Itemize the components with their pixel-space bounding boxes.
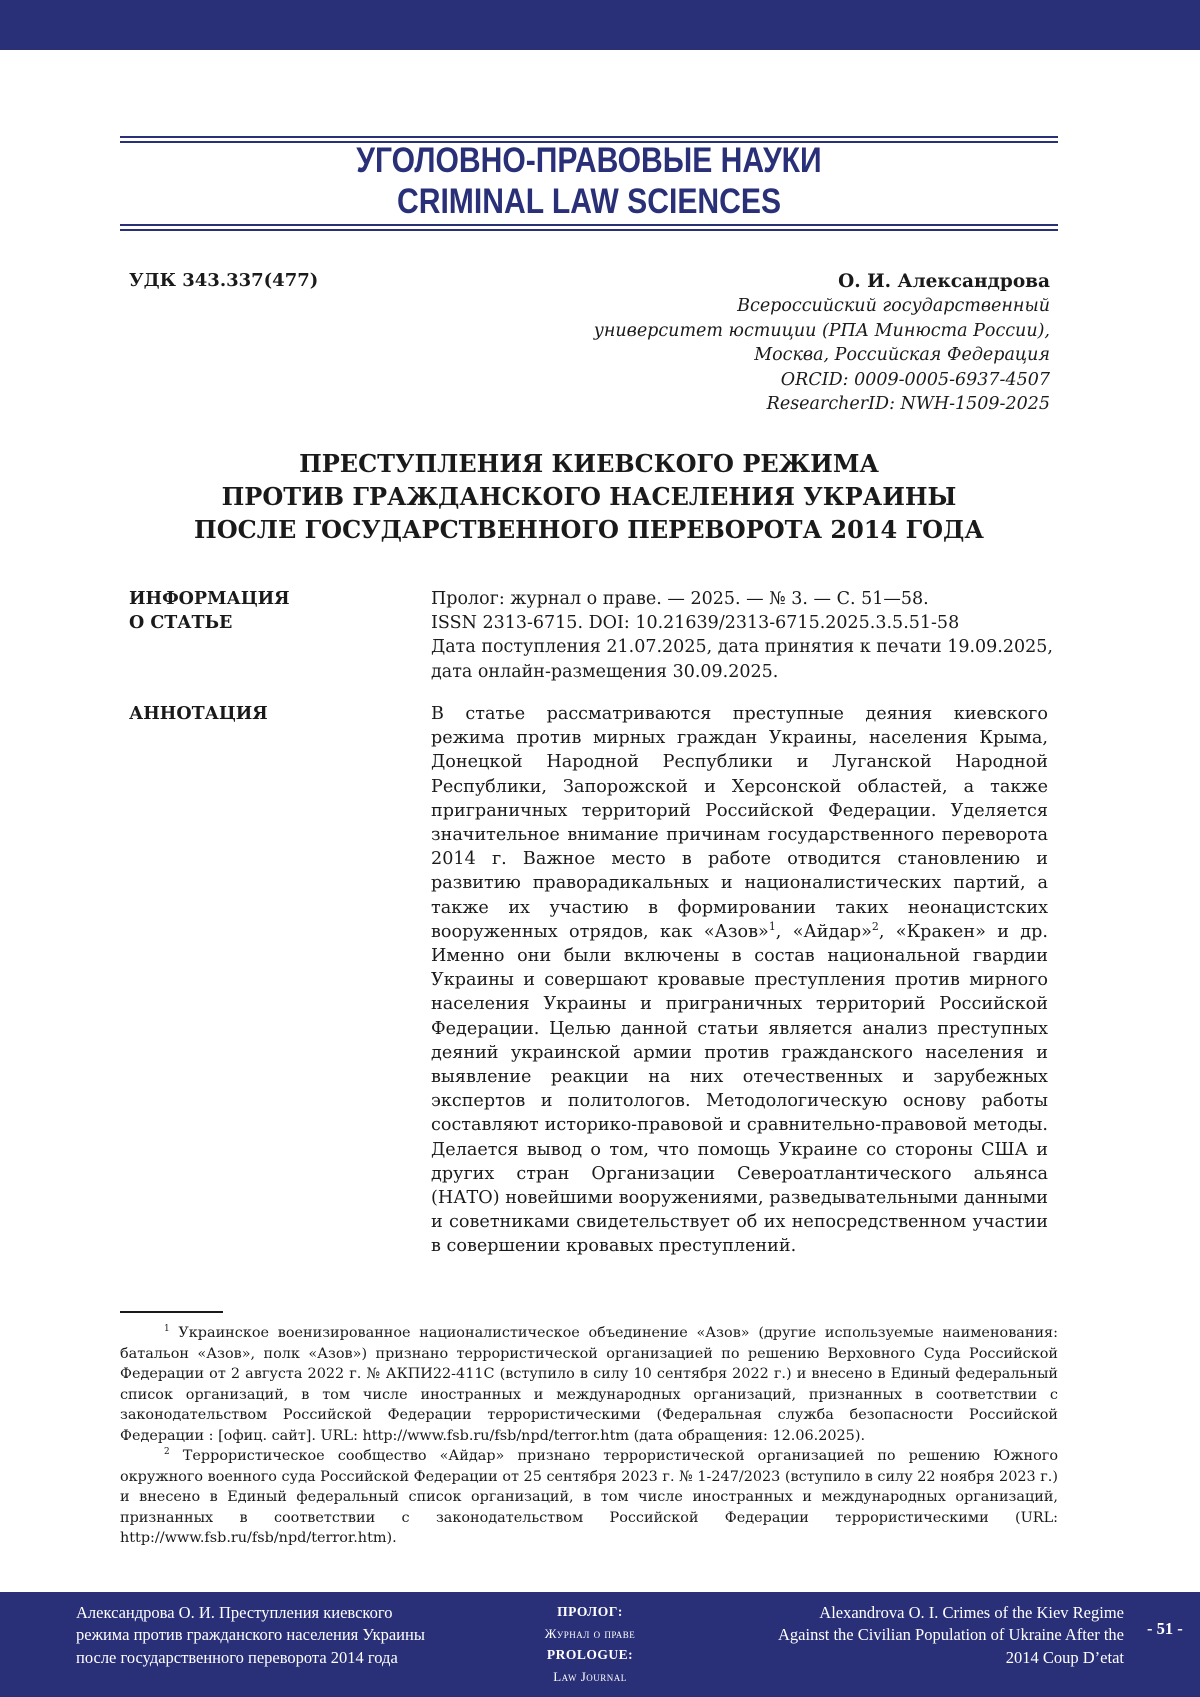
affiliation-line: университет юстиции (РПА Минюста России), — [593, 320, 1050, 341]
orcid: ORCID: 0009-0005-6937-4507 — [780, 369, 1050, 390]
abstract-part: В статье рассматриваются преступные деяния киевского режима против мирных граждан Украины, населения Крыма, Донецкой Народной Республики и Луганской Народной Республики, Запорожской и Херсонской областей, а также приграничных территорий Российской Федерации. Уделяется значительное внимание причинам государственного переворота 2014 г. Важное место в работе отводится становлению и развитию праворадикальных и националистических партий, а также их участию в формировании таких неонацистских вооруженных отрядов, как «Азов» — [431, 704, 1048, 942]
header-rule-top-1 — [120, 136, 1058, 138]
header-rule-bottom-1 — [120, 224, 1058, 226]
section-title-en: CRIMINAL LAW SCIENCES — [396, 182, 782, 221]
journal-name-ru: ПРОЛОГ: — [557, 1604, 623, 1619]
journal-name-en: PROLOGUE: — [546, 1647, 634, 1662]
footnote-text: Украинское военизированное националистическое объединение «Азов» (другие используемые наименования: батальон «Азов», полк «Азов») признано террористической организацией по решению Верховного Суда Российской Федерации от 2 августа 2022 г. № АКПИ22-411С (вступило в силу 10 сентября 2022 г.) и внесено в Единый федеральный список организаций, в том числе иностранных и международных организаций, признанных в соответствии с законодательством Российской Федерации террористическими (Федеральная служба безопасности Российской Федерации : [офиц. сайт]. URL: http://www.fsb.ru/fsb/npd/terror.htm (дата обращения: 12.06.2025). — [120, 1325, 1058, 1444]
footnote-divider — [120, 1311, 223, 1313]
section-title-ru: УГОЛОВНО-ПРАВОВЫЕ НАУКИ — [356, 141, 822, 180]
journal-subtitle-en: Law Journal — [553, 1668, 627, 1684]
author-block — [594, 270, 1050, 416]
title-line: ПРЕСТУПЛЕНИЯ КИЕВСКОГО РЕЖИМА — [299, 449, 879, 478]
section-header — [120, 136, 1058, 231]
dates-line: Дата поступления 21.07.2025, дата принятия к печати 19.09.2025, — [431, 637, 1053, 658]
abstract-part: , «Кракен» и др. Именно они были включены в состав национальной гвардии Украины и совершают кровавые преступления против мирного населения Украины и приграничных территорий Российской Федерации. Целью данной статьи является анализ преступных деяний украинской армии против гражданского населения и выявление реакции на них отечественных и зарубежных экспертов и политологов. Методологическую основу работы составляют историко-правовой и сравнительно-правовой методы. Делается вывод о том, что помощь Украине со стороны США и других стран Организации Североатлантического альянса (НАТО) новейшими вооружениями, разведывательными данными и советниками свидетельствует об их непосредственном участии в совершении кровавых преступлений. — [431, 921, 1048, 1257]
footer-line: Alexandrova O. I. Crimes of the Kiev Regime — [819, 1603, 1124, 1622]
journal-name — [490, 1601, 690, 1687]
footer-line: Александрова О. И. Преступления киевского — [76, 1603, 393, 1622]
udk-code: УДК 343.337(477) — [129, 270, 319, 291]
affiliation-line: Москва, Российская Федерация — [754, 345, 1050, 366]
info-label-line: О СТАТЬЕ — [129, 613, 233, 633]
top-banner — [0, 0, 1200, 50]
page-number: - 51 - — [1147, 1619, 1183, 1638]
footer-line: после государственного переворота 2014 года — [76, 1647, 398, 1667]
issn-doi: ISSN 2313-6715. DOI: 10.21639/2313-6715.2025.3.5.51-58 — [431, 613, 960, 634]
footer-citation-en — [778, 1602, 1124, 1669]
abstract-part: , «Айдар» — [775, 921, 872, 942]
affiliation-line: Всероссийский государственный — [737, 296, 1050, 317]
info-label-line: ИНФОРМАЦИЯ — [129, 589, 290, 609]
header-rule-bottom-2 — [120, 229, 1058, 231]
footer-line: Against the Civilian Population of Ukraine After the — [778, 1625, 1124, 1645]
footer-citation-ru — [76, 1602, 425, 1669]
footnotes — [120, 1323, 1058, 1549]
footnote — [120, 1323, 1058, 1446]
footnote — [120, 1446, 1058, 1549]
footnote-ref[interactable]: 1 — [768, 919, 776, 933]
abstract-label: АННОТАЦИЯ — [129, 704, 268, 724]
footer-line: 2014 Coup D’etat — [1005, 1647, 1124, 1667]
footer-line: режима против гражданского населения Украины — [76, 1625, 425, 1645]
dates-line: дата онлайн-размещения 30.09.2025. — [431, 661, 779, 682]
info-label — [129, 587, 290, 635]
article-info — [431, 587, 1051, 684]
footnote-ref[interactable]: 2 — [871, 919, 879, 933]
title-line: ПРОТИВ ГРАЖДАНСКОГО НАСЕЛЕНИЯ УКРАИНЫ — [221, 482, 957, 511]
article-title — [120, 447, 1058, 546]
page-footer — [0, 1592, 1200, 1697]
journal-subtitle-ru: Журнал о праве — [544, 1625, 636, 1641]
author-name: О. И. Александрова — [838, 271, 1050, 292]
footnote-mark: 2 — [164, 1447, 170, 1458]
citation: Пролог: журнал о праве. — 2025. — № 3. — С. 51—58. — [431, 589, 929, 609]
footnote-mark: 1 — [164, 1324, 170, 1335]
abstract-text — [431, 702, 1048, 1259]
title-line: ПОСЛЕ ГОСУДАРСТВЕННОГО ПЕРЕВОРОТА 2014 ГОДА — [194, 515, 984, 544]
footnote-text: Террористическое сообщество «Айдар» признано террористической организацией по решению Южного окружного военного суда Российской Федерации от 25 сентября 2023 г. № 1-247/2023 (вступило в силу 22 ноября 2023 г.) и внесено в Единый федеральный список организаций, в том числе иностранных и международных организаций, признанных в соответствии с законодательством Российской Федерации террористическими (URL: http://www.fsb.ru/fsb/npd/terror.htm). — [120, 1448, 1058, 1546]
researcher-id: ResearcherID: NWH-1509-2025 — [766, 394, 1050, 415]
